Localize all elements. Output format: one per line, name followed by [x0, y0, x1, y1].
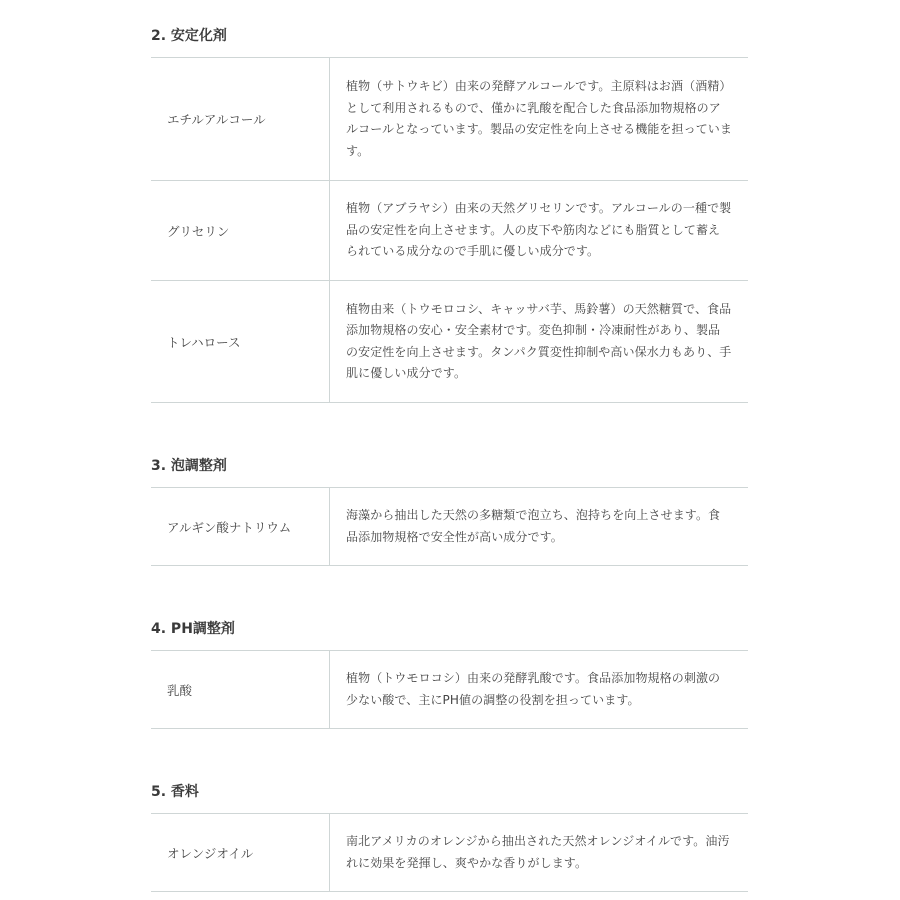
table-row — [151, 814, 748, 892]
section-heading-foam-regulator: 3. 泡調整剤 — [151, 458, 227, 474]
foam-regulator-table — [151, 487, 748, 566]
ingredient-name: グリセリン — [151, 181, 330, 280]
ingredient-name: アルギン酸ナトリウム — [151, 488, 330, 565]
ingredient-description: 南北アメリカのオレンジから抽出された天然オレンジオイルです。油汚れに効果を発揮し、爽やかな香りがします。 — [346, 834, 730, 870]
section-heading-ph-regulator: 4. PH調整剤 — [151, 621, 235, 637]
section-heading-stabilizer: 2. 安定化剤 — [151, 28, 227, 44]
ingredient-description: 植物（サトウキビ）由来の発酵アルコールです。主原料はお酒（酒精）として利用されるもので、僅かに乳酸を配合した食品添加物規格のアルコールとなっています。製品の安定性を向上させる機能を担っています。 — [346, 79, 733, 158]
ingredient-name: 乳酸 — [151, 651, 330, 728]
stabilizer-table — [151, 57, 748, 403]
ingredient-description: 植物由来（トウモロコシ、キャッサバ芋、馬鈴薯）の天然糖質で、食品添加物規格の安心・安全素材です。変色抑制・冷凍耐性があり、製品の安定性を向上させます。タンパク質変性抑制や高い保水力もあり、手肌に優しい成分です。 — [346, 301, 732, 380]
table-row — [151, 58, 748, 181]
fragrance-table — [151, 813, 748, 892]
ingredient-name: オレンジオイル — [151, 814, 330, 891]
ingredient-description: 海藻から抽出した天然の多糖類で泡立ち、泡持ちを向上させます。食品添加物規格で安全性が高い成分です。 — [346, 508, 721, 544]
table-row — [151, 181, 748, 281]
ingredient-description: 植物（アブラヤシ）由来の天然グリセリンです。アルコールの一種で製品の安定性を向上させます。人の皮下や筋肉などにも脂質として蓄えられている成分なので手肌に優しい成分です。 — [346, 201, 732, 259]
section-heading-fragrance: 5. 香料 — [151, 784, 199, 800]
ph-regulator-table — [151, 650, 748, 729]
ingredient-name: エチルアルコール — [151, 58, 330, 180]
table-row — [151, 651, 748, 729]
table-row — [151, 281, 748, 403]
table-row — [151, 488, 748, 566]
ingredient-name: トレハロース — [151, 281, 330, 402]
ingredient-description: 植物（トウモロコシ）由来の発酵乳酸です。食品添加物規格の刺激の少ない酸で、主にPH値の調整の役割を担っています。 — [346, 671, 721, 707]
